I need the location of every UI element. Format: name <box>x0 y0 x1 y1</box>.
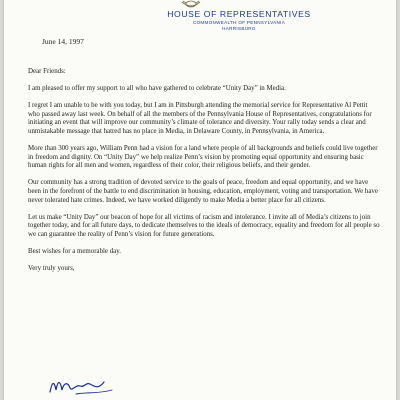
letterhead <box>144 9 334 32</box>
letter-date: June 14, 1997 <box>42 37 84 46</box>
paragraph-3: More than 300 years ago, William Penn had a vision for a land where people of all backgrounds and beliefs could live together in freedom and dignity. On “Unity Day” we help realize Penn’s vision by promoting equal opportunity and ensuring basic human rights for all men and women, regardless of their color, their religious beliefs, and their gender. <box>28 145 378 170</box>
paragraph-4: Our community has a strong tradition of devoted service to the goals of peace, freedom and equal opportunity, and we have been in the forefront of the battle to end discrimination in housing, education, employment, voting and transportation. We have never tolerated hate crimes. Indeed, we have worked diligently to make Media a better place for all citizens. <box>28 179 378 204</box>
letter-body <box>28 68 380 282</box>
salutation: Dear Friends: <box>28 68 66 75</box>
paragraph-1: I am pleased to offer my support to all who have gathered to celebrate “Unity Day” in Media. <box>28 85 286 93</box>
letterhead-city: HARRISBURG <box>222 26 256 31</box>
closing: Very truly yours, <box>28 265 75 272</box>
closing-wish: Best wishes for a memorable day. <box>28 247 121 255</box>
paragraph-5: Let us make “Unity Day” our beacon of hope for all victims of racism and intolerance. I invite all of Media’s citizens to join together today, and for all future days, to dedicate themselves to the ideals of democracy, equality and freedom for all people so we can guarantee the reality of Penn’s vision for future generations. <box>28 213 380 238</box>
paragraph-2: I regret I am unable to be with you today, but I am in Pittsburgh attending the memorial service for Representative Al Pettit who passed away last week. On behalf of all the members of the Pennsylvania House of Representatives, congratulations for initiating an event that will improve our community’s climate of tolerance and diversity. Your rally today sends a clear and unmistakable message that hatred has no place in Media, in Delaware County, in Pennsylvania, in America. <box>28 102 372 135</box>
letterhead-title: HOUSE OF REPRESENTATIVES <box>167 9 311 19</box>
letter-page <box>4 0 396 400</box>
letterhead-commonwealth: COMMONWEALTH OF PENNSYLVANIA <box>192 20 286 25</box>
handwritten-signature <box>46 372 126 400</box>
